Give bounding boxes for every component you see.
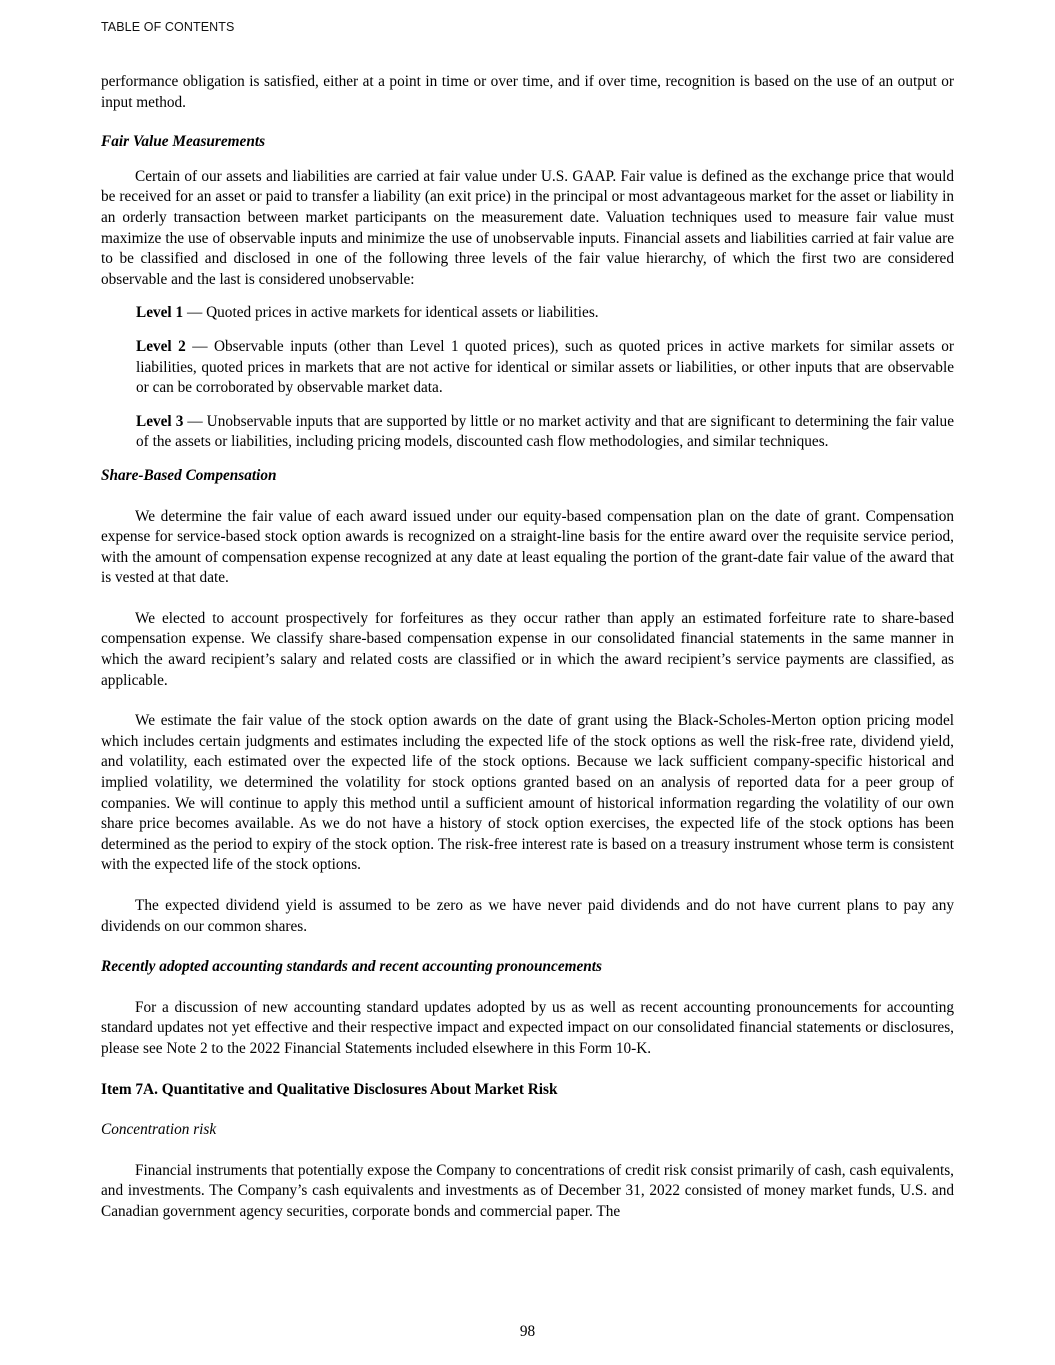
share-based-paragraph-4: The expected dividend yield is assumed to be zero as we have never paid dividends and do not have current plans to pay any dividends on our common shares. <box>101 897 954 935</box>
share-based-paragraph-1: We determine the fair value of each award issued under our equity-based compensation plan on the date of grant. Compensation expense for service-based stock option awards is recognized on a straight-line basis for the entire award over the requisite service period, with the amount of compensation expense recognized at any date at least equaling the portion of the grant-date fair value of the award that is vested at that date. <box>101 507 954 587</box>
recent-standards-heading: Recently adopted accounting standards and recent accounting pronouncements <box>101 958 603 976</box>
level-1-text: — Quoted prices in active markets for identical assets or liabilities. <box>183 304 599 322</box>
fair-value-paragraph: Certain of our assets and liabilities are carried at fair value under U.S. GAAP. Fair value is defined as the exchange price that would be received for an asset or paid to transfer a liability (an exit price) in the principal or most advantageous market for the asset or liability in an orderly transaction between market participants on the measurement date. Valuation techniques used to measure fair value must maximize the use of observable inputs and minimize the use of unobservable inputs. Financial assets and liabilities carried at fair value are to be classified and disclosed in one of the following three levels of the fair value hierarchy, of which the first two are considered observable and the last is considered unobservable: <box>101 167 954 288</box>
item-7a-heading: Item 7A. Quantitative and Qualitative Disclosures About Market Risk <box>101 1080 558 1098</box>
concentration-risk-subheading: Concentration risk <box>101 1121 217 1139</box>
level-3-label: Level 3 <box>136 412 184 430</box>
level-3-text: — Unobservable inputs that are supported by little or no market activity and that are significant to determining the fair value of the assets or liabilities, including pricing models, discounted cash flow methodologies, and similar techniques. <box>136 412 954 451</box>
level-1-item <box>101 303 954 324</box>
level-2-text: — Observable inputs (other than Level 1 quoted prices), such as quoted prices in active markets for similar assets or liabilities, quoted prices in markets that are not active for identical or similar assets or liabilities, or other inputs that are observable or can be corroborated by observable market data. <box>136 337 954 397</box>
concentration-risk-paragraph: Financial instruments that potentially expose the Company to concentrations of credit risk consist primarily of cash, cash equivalents, and investments. The Company’s cash equivalents and investments as of December 31, 2022 consisted of money market funds, U.S. and Canadian government agency securities, corporate bonds and commercial paper. The <box>101 1161 954 1220</box>
share-based-paragraph-3: We estimate the fair value of the stock option awards on the date of grant using the Black-Scholes-Merton option pricing model which includes certain judgments and estimates including the expected life of the stock options as well the risk-free rate, dividend yield, and volatility, each estimated over the expected life of the stock options. Because we lack sufficient company-specific historical and implied volatility, we determined the volatility for stock options granted based on an analysis of reported data for a peer group of companies. We will continue to apply this method until a sufficient amount of historical information regarding the volatility of our own share price becomes available. As we do not have a history of stock option exercises, the expected life of the stock options has been determined as the period to expiry of the stock option. The risk-free interest rate is based on a treasury instrument whose term is consistent with the expected life of the stock options. <box>101 712 954 874</box>
page-content <box>101 72 954 1223</box>
level-1-label: Level 1 <box>136 304 184 322</box>
level-2-item <box>101 337 954 399</box>
table-of-contents-link[interactable]: TABLE OF CONTENTS <box>101 20 235 34</box>
intro-continuation-paragraph: performance obligation is satisfied, either at a point in time or over time, and if over time, recognition is based on the use of an output or input method. <box>101 73 954 111</box>
fair-value-heading: Fair Value Measurements <box>101 133 266 151</box>
page-number: 98 <box>519 1323 536 1340</box>
share-based-compensation-heading: Share-Based Compensation <box>101 466 277 484</box>
recent-standards-paragraph: For a discussion of new accounting standard updates adopted by us as well as recent accounting pronouncements for accounting standard updates not yet effective and their respective impact and expected impact on our consolidated financial statements or disclosures, please see Note 2 to the 2022 Financial Statements included elsewhere in this Form 10-K. <box>101 998 954 1057</box>
level-3-item <box>101 412 954 453</box>
share-based-paragraph-2: We elected to account prospectively for forfeitures as they occur rather than apply an estimated forfeiture rate to share-based compensation expense. We classify share-based compensation expense in our consolidated financial statements in the same manner in which the award recipient’s salary and related costs are classified or in which the award recipient’s service payments are classified, as applicable. <box>101 609 954 689</box>
level-2-label: Level 2 <box>136 337 186 355</box>
